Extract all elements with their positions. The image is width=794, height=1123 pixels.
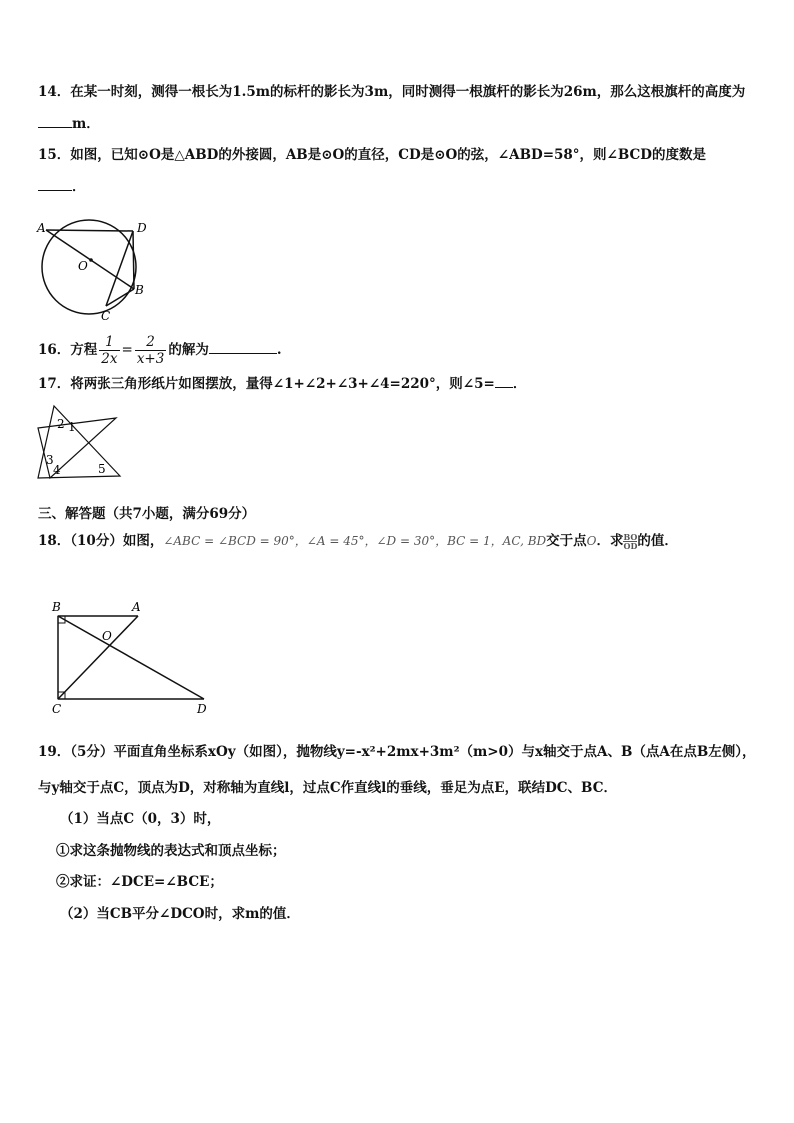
circle-o [42,220,136,314]
q18-fraction [623,533,637,550]
segment-dc [106,231,133,306]
label-b: B [135,283,144,297]
q15-circle-figure [34,214,154,324]
q18-prefix: 18．（10分）如图， [38,533,164,549]
section3-title: 三、解答题（共7小题，满分69分） [38,506,256,522]
q19-part2: （2）当CB平分∠DCO时，求m的值． [60,906,300,922]
label-b: B [52,600,61,614]
q15-line2-suffix: ． [72,179,86,195]
q16-frac2-num: 2 [135,334,167,351]
q17-triangles-figure [36,400,126,484]
q16-frac1-num: 1 [99,334,119,351]
angle-label-4: 4 [53,463,61,477]
q14-line2 [38,113,100,134]
q16-middle: 的解为 [168,342,209,358]
q18-line [38,531,678,557]
label-o: O [102,629,112,643]
q16-fraction-right [135,334,167,367]
q15-answer-blank[interactable] [38,176,72,191]
q18-frac-top: BO [623,532,638,542]
q18-frac-bottom: OD [623,541,638,551]
segment-bd [58,616,204,699]
q18-middle: 交于点 [546,533,587,549]
q19-part1: （1）当点C（0，3）时， [60,811,221,827]
q18-suffix: 的值． [637,533,678,549]
label-o: O [78,259,88,273]
q16-answer-blank[interactable] [209,339,277,354]
angle-label-5: 5 [98,462,106,476]
q17-line [38,373,526,394]
label-a: A [37,221,46,235]
q14-line1: 14．在某一时刻，测得一根长为1.5m的标杆的影长为3m，同时测得一根旗杆的影长为26m，那么这根旗杆的高度为 [38,84,746,100]
q14-answer-blank[interactable] [38,113,72,128]
q18-math: ∠ABC = ∠BCD = 90°，∠A = 45°，∠D = 30°，BC = 1，AC, BD [163,534,547,548]
label-c: C [101,309,111,323]
q18-ask: ．求 [596,533,624,549]
segment-ad [46,230,133,231]
center-dot [89,258,93,262]
angle-label-3: 3 [46,453,54,467]
q17-suffix: ． [512,376,527,392]
q19-part1b: ②求证：∠DCE=∠BCE； [56,874,223,890]
label-c: C [52,702,62,716]
segment-ac [58,616,138,699]
q18-point: O [586,534,597,548]
q16-frac2-den: x+3 [136,351,165,367]
triangle-1 [38,406,120,478]
segment-cb [106,289,134,306]
q17-text: 17．将两张三角形纸片如图摆放，量得∠1+∠2+∠3+∠4=220°，则∠5= [38,376,495,392]
q16-line [38,330,282,370]
q17-answer-blank[interactable] [495,373,513,388]
q16-prefix: 16．方程 [38,342,98,358]
q18-quadrilateral-figure [44,598,214,720]
angle-label-1: 1 [68,420,76,434]
q16-fraction-left [99,334,119,367]
q19-line2: 与y轴交于点C，顶点为D，对称轴为直线l，过点C作直线l的垂线，垂足为点E，联结DC、BC． [38,780,617,796]
label-d: D [197,702,207,716]
q16-suffix: . [276,342,282,358]
angle-label-2: 2 [57,417,65,431]
q16-equals: = [121,342,133,358]
q14-line2-suffix: m． [72,116,100,132]
label-a: A [132,600,141,614]
q15-line1: 15．如图，已知⊙O是△ABD的外接圆，AB是⊙O的直径，CD是⊙O的弦，∠ABD=58°，则∠BCD的度数是 [38,147,706,163]
q16-frac1-den: 2x [101,351,118,367]
q15-line2 [38,176,86,197]
q19-part1a: ①求这条抛物线的表达式和顶点坐标； [56,843,286,859]
q19-line1: 19．（5分）平面直角坐标系xOy（如图），抛物线y=-x²+2mx+3m²（m>0）与x轴交于点A、B（点A在点B左侧）， [38,744,756,760]
segment-db [133,231,134,289]
label-d: D [137,221,147,235]
